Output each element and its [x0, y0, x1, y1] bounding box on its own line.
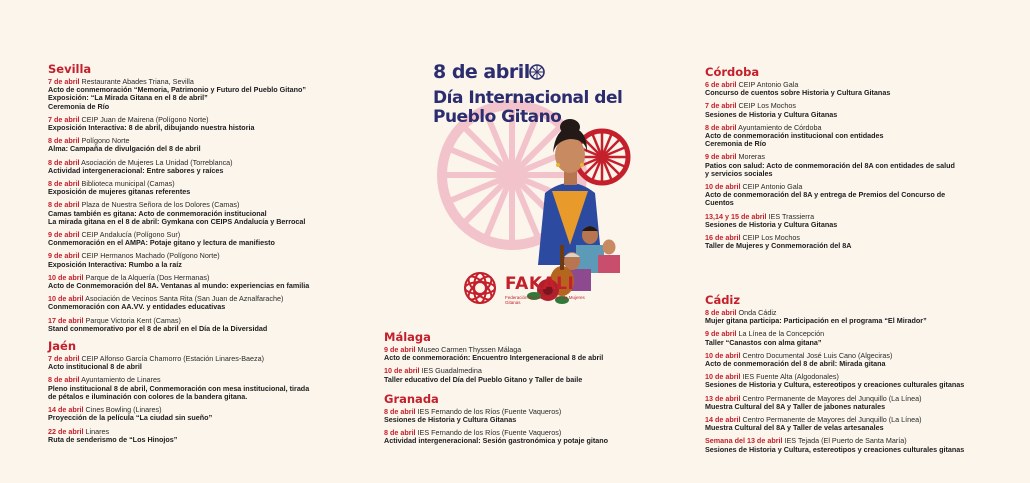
- poster-date: 8 de abril: [433, 61, 530, 83]
- event-item: [48, 116, 348, 132]
- event-date: 7 de abril: [48, 114, 80, 124]
- event-item: [705, 213, 995, 229]
- event-item: [48, 201, 348, 226]
- left-column: [48, 62, 348, 449]
- event-venue: CEIP Hermanos Machado (Polígono Norte): [79, 251, 220, 261]
- event-description-line: Alma: Campaña de divulgación del 8 de abril: [48, 144, 201, 154]
- event-item: [705, 395, 995, 411]
- event-venue: Parque de la Alquería (Dos Hermanas): [83, 272, 210, 282]
- event-description: [48, 261, 348, 269]
- event-description-line: de pétalos e iluminación con colores de la bandera gitana.: [48, 391, 248, 401]
- event-venue: CEIP Antonio Gala: [740, 182, 803, 192]
- event-venue: CEIP Andalucía (Polígono Sur): [79, 230, 181, 240]
- fakali-subtitle: Federación de Asociaciones de Mujeres Gitanas: [505, 295, 585, 306]
- event-date: 8 de abril: [48, 136, 80, 146]
- event-description-line: Conmemoración en el AMPA: Potaje gitano y lectura de manifiesto: [48, 238, 275, 248]
- event-date: 10 de abril: [48, 294, 84, 304]
- event-description-line: Exposición Interactiva: Rumbo a la raíz: [48, 259, 182, 269]
- event-venue: CEIP Alfonso García Chamorro (Estación Linares-Baeza): [79, 354, 264, 364]
- event-date: 7 de abril: [48, 354, 80, 364]
- event-item: [705, 437, 995, 453]
- event-description: [705, 424, 995, 432]
- event-date: 9 de abril: [48, 230, 80, 240]
- event-item: [48, 274, 348, 290]
- event-description-line: La mirada gitana en el 8 de abril: Gymkana con CEIPS Andalucía y Berrocal: [48, 216, 306, 226]
- event-description-line: Sesiones de Historia y Cultura, estereotipos y creaciones culturales gitanas: [705, 380, 965, 390]
- event-date: 8 de abril: [384, 428, 416, 438]
- event-description: [48, 167, 348, 175]
- event-date: 8 de abril: [48, 200, 80, 210]
- region-title: Jaén: [48, 339, 77, 354]
- event-item: [48, 376, 348, 401]
- event-date: 8 de abril: [48, 375, 80, 385]
- event-description: [48, 385, 348, 401]
- event-item: [384, 367, 644, 383]
- event-description-line: Acto de conmemoración institucional con entidades: [705, 131, 884, 141]
- event-description-line: Pleno institucional 8 de abril, Conmemoración con mesa institucional, tirada: [48, 383, 310, 393]
- fakali-logo-icon: [460, 268, 500, 308]
- event-item: [705, 153, 995, 178]
- event-venue: Asociación de Vecinos Santa Rita (San Juan de Aznalfarache): [83, 294, 284, 304]
- event-description-line: Acto de conmemoración “Memoria, Patrimonio y Futuro del Pueblo Gitano”: [48, 85, 306, 95]
- event-description: [48, 303, 348, 311]
- event-description: [48, 363, 348, 371]
- event-venue: Centro Documental José Luis Cano (Algeciras): [740, 350, 893, 360]
- event-venue: Biblioteca municipal (Camas): [79, 179, 175, 189]
- region-title: Granada: [384, 391, 439, 406]
- event-date: 13 de abril: [705, 393, 741, 403]
- event-description: [705, 339, 995, 347]
- event-date: 10 de abril: [705, 372, 741, 382]
- event-venue: Asociación de Mujeres La Unidad (Torreblanca): [79, 157, 233, 167]
- event-description-line: Exposición: “La Mirada Gitana en el 8 de abril”: [48, 93, 208, 103]
- event-venue: IES Fernando de los Ríos (Fuente Vaqueros): [415, 428, 562, 438]
- event-item: [384, 429, 644, 445]
- event-date: 17 de abril: [48, 315, 84, 325]
- event-description-line: Taller educativo del Día del Pueblo Gitano y Taller de baile: [384, 374, 583, 384]
- event-description-line: Concurso de cuentos sobre Historia y Cultura Gitanas: [705, 88, 891, 98]
- event-description-line: Ruta de senderismo de “Los Hinojos”: [48, 434, 178, 444]
- event-description-line: Sesiones de Historia y Cultura Gitanas: [705, 219, 838, 229]
- event-item: [384, 408, 644, 424]
- region-sevilla: [48, 62, 348, 333]
- event-description-line: Ceremonia de Río: [48, 101, 110, 111]
- event-date: 9 de abril: [705, 329, 737, 339]
- event-description-line: Acto de Conmemoración del 8A. Ventanas al mundo: experiencias en familia: [48, 281, 310, 291]
- event-description: [48, 282, 348, 290]
- event-description-line: Sesiones de Historia y Cultura, estereotipos y creaciones culturales gitanas: [705, 444, 965, 454]
- event-item: [705, 416, 995, 432]
- event-description: [705, 132, 995, 148]
- event-date: 8 de abril: [48, 179, 80, 189]
- event-date: 8 de abril: [705, 122, 737, 132]
- event-description: [48, 210, 348, 226]
- event-date: 7 de abril: [705, 101, 737, 111]
- event-item: [384, 346, 644, 362]
- event-description-line: Exposición Interactiva: 8 de abril, dibujando nuestra historia: [48, 123, 255, 133]
- event-description: [384, 437, 644, 445]
- event-description-line: Acto institucional 8 de abril: [48, 362, 142, 372]
- event-date: 9 de abril: [384, 345, 416, 354]
- event-description-line: Acto de conmemoración del 8A y entrega de Premios del Concurso de: [705, 190, 946, 200]
- event-description-line: Taller de Mujeres y Conmemoración del 8A: [705, 241, 852, 251]
- event-date: 13,14 y 15 de abril: [705, 211, 767, 221]
- event-description: [384, 376, 644, 384]
- event-venue: Museo Carmen Thyssen Málaga: [415, 345, 522, 354]
- event-item: [705, 309, 995, 325]
- event-description-line: Sesiones de Historia y Cultura Gitanas: [705, 109, 838, 119]
- event-description: [705, 360, 995, 368]
- event-date: 10 de abril: [705, 350, 741, 360]
- event-description-line: Exposición de mujeres gitanas referentes: [48, 187, 191, 197]
- event-item: [705, 102, 995, 118]
- event-description-line: Cuentos: [705, 198, 734, 208]
- event-list: [705, 81, 995, 250]
- event-venue: Restaurante Abades Triana, Sevilla: [79, 77, 194, 86]
- event-description-line: Muestra Cultural del 8A y Taller de jabones naturales: [705, 401, 886, 411]
- event-item: [48, 180, 348, 196]
- region-cadiz: [705, 293, 995, 459]
- event-description-line: Stand conmemorativo por el 8 de abril en el Día de la Diversidad: [48, 323, 268, 333]
- event-list: [48, 355, 348, 444]
- event-item: [48, 295, 348, 311]
- event-description-line: Taller “Canastos con alma gitana”: [705, 337, 822, 347]
- event-description: [48, 188, 348, 196]
- event-date: 8 de abril: [384, 406, 416, 416]
- event-venue: CEIP Los Mochos: [736, 101, 796, 111]
- event-venue: CEIP Antonio Gala: [736, 80, 799, 89]
- event-description: [48, 325, 348, 333]
- event-description: [384, 354, 644, 362]
- event-description-line: Sesiones de Historia y Cultura Gitanas: [384, 415, 517, 425]
- event-venue: IES Tejada (El Puerto de Santa María): [782, 436, 907, 446]
- region-title: Cádiz: [705, 293, 741, 307]
- event-description: [705, 403, 995, 411]
- region-jaen: [48, 339, 348, 444]
- event-date: 22 de abril: [48, 426, 84, 436]
- region-cordoba: [705, 65, 995, 255]
- event-date: 14 de abril: [48, 405, 84, 415]
- event-venue: IES Fernando de los Ríos (Fuente Vaqueros): [415, 406, 562, 416]
- event-item: [48, 355, 348, 371]
- event-date: 14 de abril: [705, 415, 741, 425]
- event-date: 16 de abril: [705, 233, 741, 243]
- romani-wheel-title-icon: [530, 65, 544, 79]
- region-granada: [384, 392, 644, 446]
- event-item: [705, 124, 995, 149]
- event-item: [48, 137, 348, 153]
- event-venue: Ayuntamiento de Linares: [79, 375, 161, 385]
- event-venue: Onda Cádiz: [736, 308, 777, 317]
- event-date: 10 de abril: [705, 182, 741, 192]
- region-title: Sevilla: [48, 62, 92, 76]
- region-title: Málaga: [384, 330, 431, 344]
- event-venue: IES Trassierra: [766, 211, 815, 221]
- event-description-line: y servicios sociales: [705, 168, 773, 178]
- event-venue: CEIP Juan de Mairena (Polígono Norte): [79, 114, 209, 124]
- event-description-line: Mujer gitana participa: Participación en el programa “El Mirador”: [705, 316, 927, 326]
- event-item: [48, 159, 348, 175]
- event-description: [705, 446, 995, 454]
- event-date: 6 de abril: [705, 80, 737, 89]
- event-item: [705, 183, 995, 208]
- event-item: [48, 252, 348, 268]
- event-venue: Moreras: [736, 152, 765, 162]
- event-item: [705, 234, 995, 250]
- event-description: [48, 239, 348, 247]
- event-description-line: Acto de conmemoración del 8 de abril: Mirada gitana: [705, 359, 886, 369]
- event-description: [48, 436, 348, 444]
- event-item: [48, 428, 348, 444]
- poster-title-line2: Pueblo Gitano: [433, 107, 562, 127]
- event-description: [384, 416, 644, 424]
- event-description-line: Conmemoración con AA.VV. y entidades educativas: [48, 302, 226, 312]
- event-venue: Ayuntamiento de Córdoba: [736, 122, 822, 132]
- event-description: [705, 221, 995, 229]
- event-venue: IES Fuente Alta (Algodonales): [740, 372, 839, 382]
- event-item: [705, 81, 995, 97]
- event-description-line: Ceremonia de Río: [705, 139, 767, 149]
- event-date: 8 de abril: [705, 308, 737, 317]
- event-venue: Polígono Norte: [79, 136, 130, 146]
- event-description: [48, 124, 348, 132]
- fakali-name: FAKALI: [505, 274, 575, 294]
- event-description: [705, 317, 995, 325]
- event-venue: Centro Permanente de Mayores del Junquillo (La Línea): [740, 415, 922, 425]
- event-description-line: Proyección de la película “La ciudad sin sueño”: [48, 413, 213, 423]
- event-description: [48, 414, 348, 422]
- event-description: [705, 89, 995, 97]
- event-description: [705, 242, 995, 250]
- event-description: [48, 86, 348, 111]
- event-venue: Plaza de Nuestra Señora de los Dolores (Camas): [79, 200, 240, 210]
- event-list: [384, 346, 644, 384]
- event-venue: Centro Permanente de Mayores del Junquillo (La Línea): [740, 393, 922, 403]
- event-description: [705, 381, 995, 389]
- event-venue: CEIP Los Mochos: [740, 233, 800, 243]
- event-description-line: Muestra Cultural del 8A y Taller de velas artesanales: [705, 423, 884, 433]
- event-item: [48, 317, 348, 333]
- event-description-line: Camas también es gitana: Acto de conmemoración institucional: [48, 208, 267, 218]
- region-malaga: [384, 330, 644, 384]
- event-date: 10 de abril: [384, 366, 420, 376]
- event-description: [705, 191, 995, 207]
- event-date: 9 de abril: [705, 152, 737, 162]
- event-venue: IES Guadalmedina: [419, 366, 482, 376]
- event-venue: Cines Bowling (Linares): [83, 405, 162, 415]
- event-list: [705, 309, 995, 454]
- event-date: 9 de abril: [48, 251, 80, 261]
- event-description-line: Patios con salud: Acto de conmemoración del 8A con entidades de salud: [705, 160, 955, 170]
- event-date: 8 de abril: [48, 157, 80, 167]
- event-date: 10 de abril: [48, 272, 84, 282]
- event-description-line: Actividad intergeneracional: Sesión gastronómica y potaje gitano: [384, 436, 609, 446]
- event-description: [705, 162, 995, 178]
- event-item: [705, 330, 995, 346]
- event-item: [48, 231, 348, 247]
- event-description-line: Actividad intergeneracional: Entre sabores y raíces: [48, 165, 224, 175]
- event-description: [705, 111, 995, 119]
- event-list: [384, 408, 644, 446]
- poster-title-line1: Día Internacional del: [433, 88, 623, 108]
- event-item: [705, 352, 995, 368]
- event-venue: Parque Victoria Kent (Camas): [83, 315, 181, 325]
- event-list: [48, 78, 348, 333]
- event-description-line: Acto de conmemoración: Encuentro Intergeneracional 8 de abril: [384, 353, 604, 363]
- event-description: [48, 145, 348, 153]
- event-date: 7 de abril: [48, 77, 80, 86]
- middle-column: [384, 330, 644, 451]
- event-date: Semana del 13 de abril: [705, 436, 783, 446]
- event-venue: La Línea de la Concepción: [736, 329, 825, 339]
- event-item: [48, 406, 348, 422]
- event-venue: Linares: [83, 426, 110, 436]
- region-title: Córdoba: [705, 65, 760, 79]
- event-item: [705, 373, 995, 389]
- event-item: [48, 78, 348, 111]
